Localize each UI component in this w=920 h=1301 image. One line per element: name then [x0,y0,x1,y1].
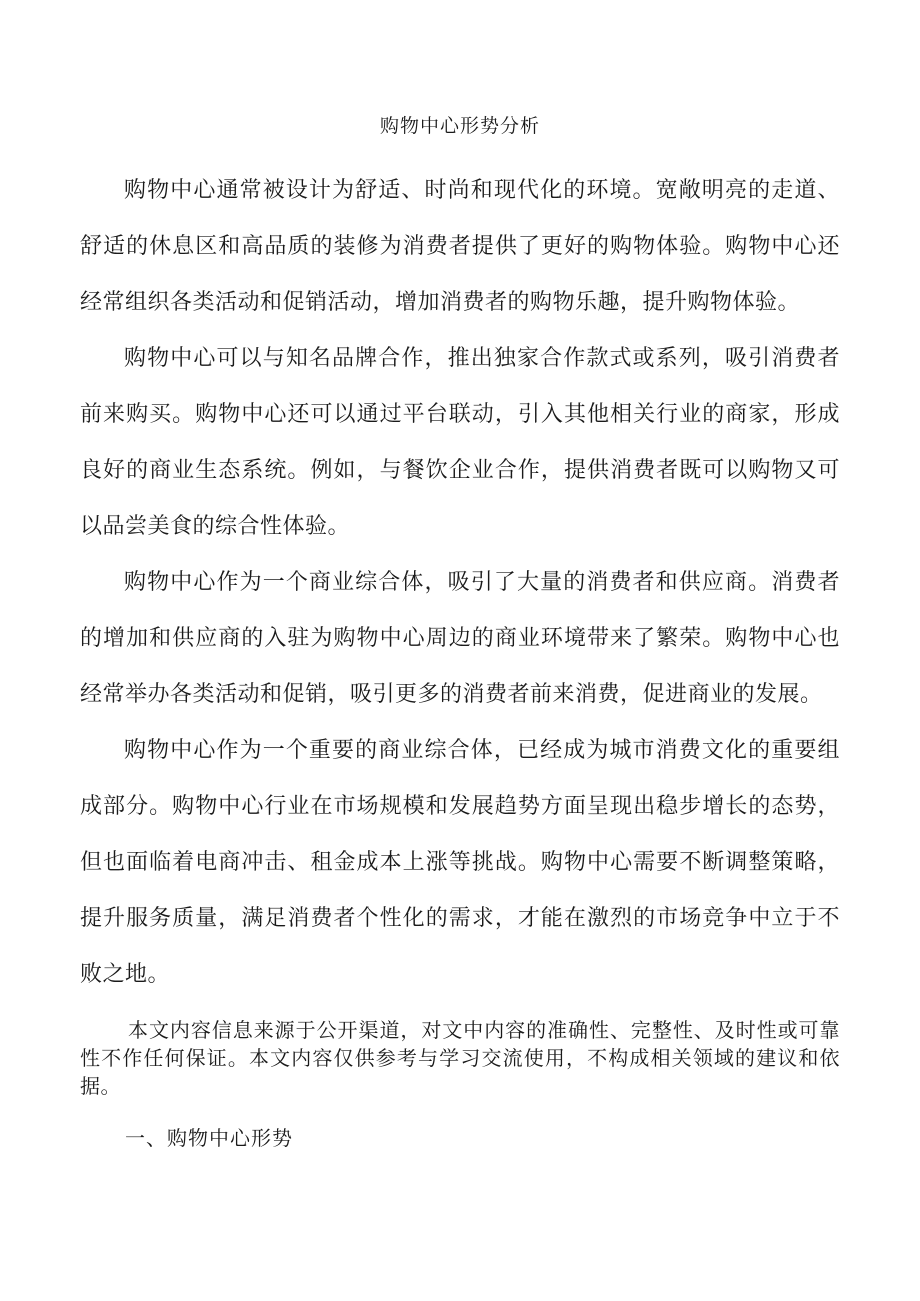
paragraph-2: 购物中心可以与知名品牌合作，推出独家合作款式或系列，吸引消费者前来购买。购物中心还可以通过平台联动，引入其他相关行业的商家，形成良好的商业生态系统。例如，与餐饮企业合作，提供消费者既可以购物又可以品尝美食的综合性体验。 [80,346,840,539]
paragraph-3: 购物中心作为一个商业综合体，吸引了大量的消费者和供应商。消费者的增加和供应商的入驻为购物中心周边的商业环境带来了繁荣。购物中心也经常举办各类活动和促销，吸引更多的消费者前来消费，促进商业的发展。 [80,570,840,707]
disclaimer-note: 本文内容信息来源于公开渠道，对文中内容的准确性、完整性、及时性或可靠性不作任何保证。本文内容仅供参考与学习交流使用，不构成相关领域的建议和依据。 [80,1018,840,1098]
document-title: 购物中心形势分析 [379,115,540,137]
paragraph-1: 购物中心通常被设计为舒适、时尚和现代化的环境。宽敞明亮的走道、舒适的休息区和高品质的装修为消费者提供了更好的购物体验。购物中心还经常组织各类活动和促销活动，增加消费者的购物乐趣，提升购物体验。 [80,178,840,315]
paragraph-4: 购物中心作为一个重要的商业综合体，已经成为城市消费文化的重要组成部分。购物中心行业在市场规模和发展趋势方面呈现出稳步增长的态势，但也面临着电商冲击、租金成本上涨等挑战。购物中心需要不断调整策略，提升服务质量，满足消费者个性化的需求，才能在激烈的市场竞争中立于不败之地。 [80,738,840,987]
section-heading: 一、购物中心形势 [125,1126,293,1150]
